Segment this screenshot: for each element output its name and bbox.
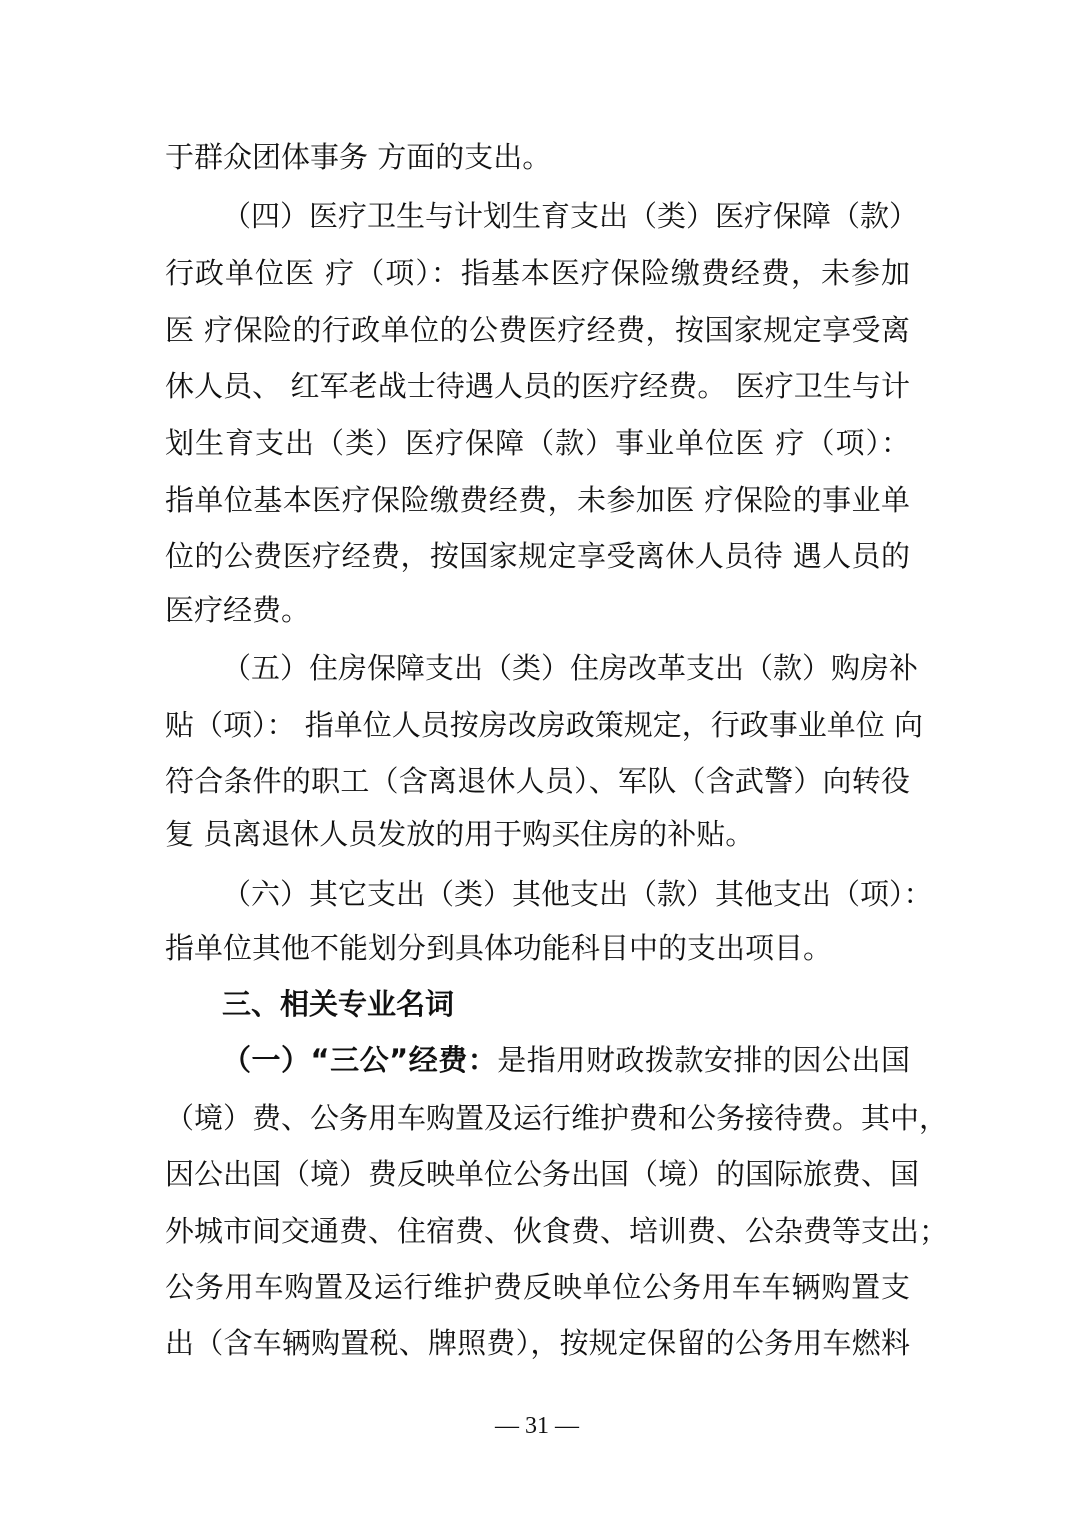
paragraph-text: 指单位基本医疗保险缴费经费，未参加医 疗保险的事业单	[165, 483, 910, 517]
paragraph-text: （境）费、公务用车购置及运行维护费和公务接待费。其中，	[165, 1101, 949, 1135]
paragraph-text: 出（含车辆购置税、牌照费），按规定保留的公务用车燃料	[165, 1326, 910, 1360]
term-definition: 是指用财政拨款安排的因公出国	[497, 1043, 910, 1077]
paragraph-text: 医 疗保险的行政单位的公费医疗经费，按国家规定享受离	[165, 313, 910, 347]
paragraph-text: 划生育支出（类）医疗保障（款）事业单位医 疗（项）：	[165, 426, 910, 460]
section-heading: 三、相关专业名词	[222, 987, 455, 1021]
paragraph-text: 公务用车购置及运行维护费反映单位公务用车车辆购置支	[165, 1270, 910, 1304]
paragraph-text: 于群众团体事务 方面的支出。	[165, 140, 552, 174]
paragraph-text: 行政单位医 疗（项）：指基本医疗保险缴费经费，未参加	[165, 256, 910, 290]
paragraph-text: （五）住房保障支出（类）住房改革支出（款）购房补	[222, 651, 919, 685]
page-number: — 31 —	[495, 1413, 579, 1439]
paragraph-text: 贴（项）： 指单位人员按房改房政策规定，行政事业单位 向	[165, 708, 923, 742]
paragraph-text: 位的公费医疗经费，按国家规定享受离休人员待 遇人员的	[165, 539, 910, 573]
paragraph-text: （四）医疗卫生与计划生育支出（类）医疗保障（款）	[222, 199, 919, 233]
term-definition-line	[222, 1038, 910, 1082]
paragraph-text: 符合条件的职工（含离退休人员）、军队（含武警）向转役	[165, 764, 910, 798]
paragraph-text: 医疗经费。	[165, 593, 311, 627]
paragraph-text: 休人员、 红军老战士待遇人员的医疗经费。 医疗卫生与计	[165, 369, 910, 403]
paragraph-text: 复 员离退休人员发放的用于购买住房的补贴。	[165, 817, 755, 851]
paragraph-text: 因公出国（境）费反映单位公务出国（境）的国际旅费、国	[165, 1157, 920, 1191]
paragraph-text: 外城市间交通费、住宿费、伙食费、培训费、公杂费等支出；	[165, 1214, 949, 1248]
term-label: （一）“三公”经费：	[222, 1043, 498, 1077]
paragraph-text: 指单位其他不能划分到具体功能科目中的支出项目。	[165, 931, 833, 965]
paragraph-text: （六）其它支出（类）其他支出（款）其他支出（项）：	[222, 877, 933, 911]
